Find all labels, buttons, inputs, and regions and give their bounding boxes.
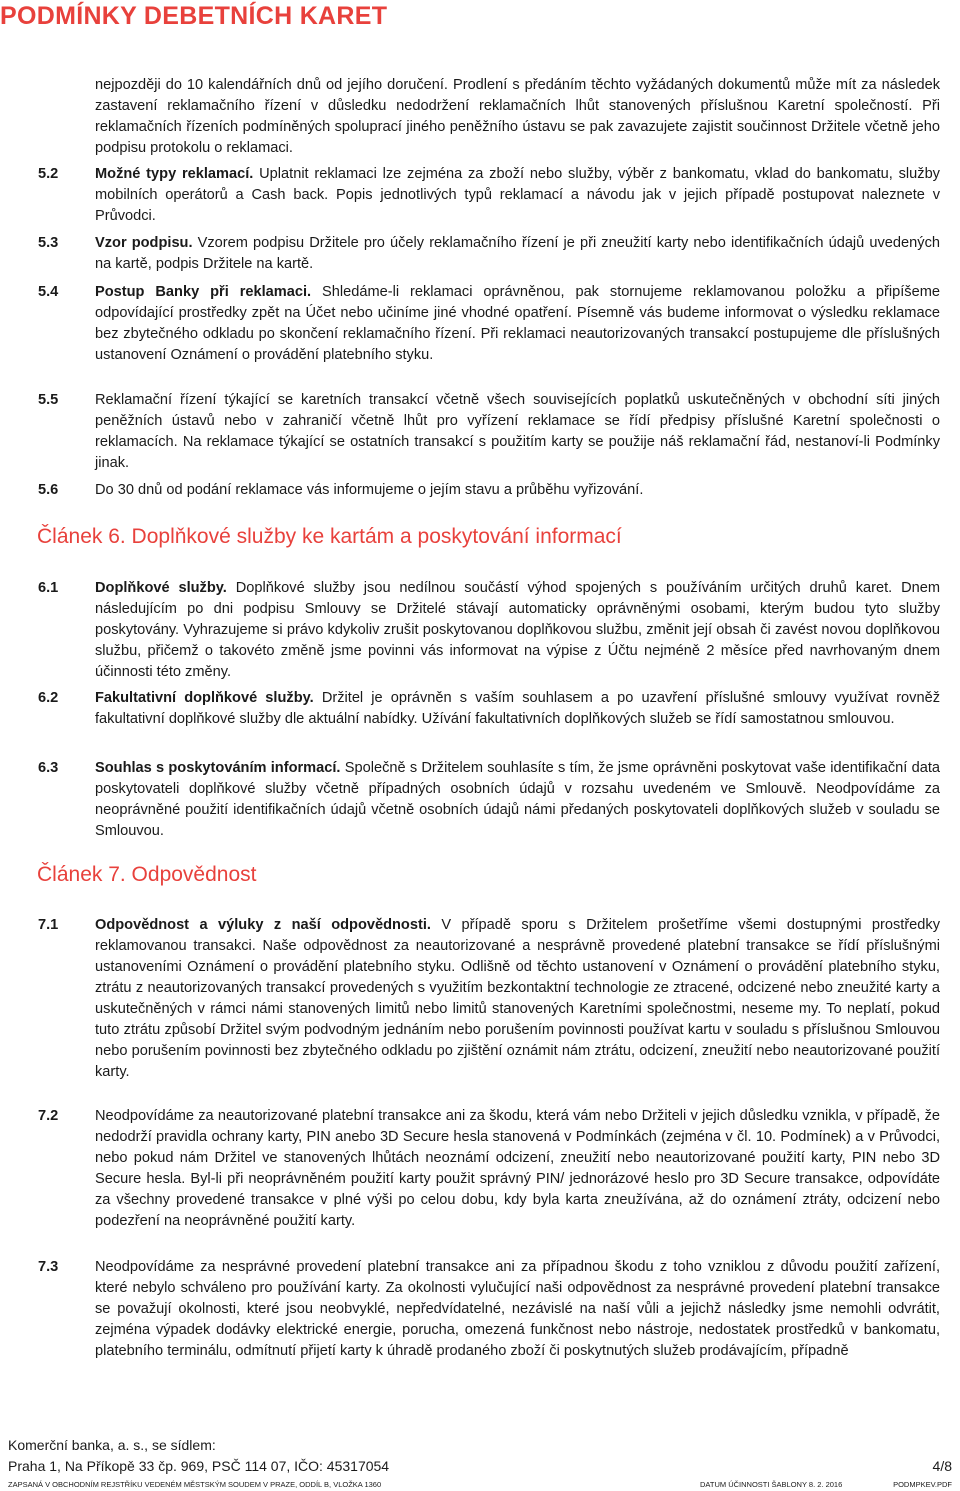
section-heading: Fakultativní doplňkové služby.: [95, 690, 314, 706]
footer-address: Praha 1, Na Příkopě 33 čp. 969, PSČ 114 07, IČO: 45317054: [8, 1458, 390, 1474]
section-number: 7.2: [38, 1108, 59, 1124]
section-text: Společně s Držitelem souhlasíte s tím, že jsme oprávněni poskytovat vaše identifikační data poskytovateli doplňkové služby včetně případných osobních údajů v rozsahu uvedeném ve Smlouvě. Neodpovídáme za neoprávněné použití identifikačních údajů včetně osobních údajů námi předaných poskytovateli doplňkových služeb v souladu se Smlouvou.: [95, 760, 940, 839]
section-number: 6.3: [38, 760, 59, 776]
section-text: Do 30 dnů od podání reklamace vás informujeme o jejím stavu a průběhu vyřizování.: [95, 482, 644, 498]
section-5-2: [95, 164, 940, 227]
section-5-4: [95, 282, 940, 366]
section-heading: Možné typy reklamací.: [95, 166, 254, 182]
page-number: 4/8: [932, 1458, 952, 1474]
article-6-heading: Článek 6. Doplňkové služby ke kartám a poskytování informací: [37, 525, 622, 548]
section-number: 7.3: [38, 1259, 59, 1275]
section-text: Uplatnit reklamaci lze zejména za zboží nebo služby, výběr z bankomatu, vklad do bankomatu, služby mobilních operátorů a Cash back. Popis jednotlivých typů reklamací a návodu jak v jejich případě postupovat naleznete v Průvodci.: [95, 166, 940, 224]
footer-company: Komerční banka, a. s., se sídlem:: [8, 1437, 216, 1453]
section-text: Shledáme-li reklamaci oprávněnou, pak stornujeme reklamovanou položku a připíšeme odpovídající prostředky zpět na Účet nebo učiníme jiné vhodné opatření. Písemně vás budeme informovat o výsledku reklamace bez zbytečného odkladu po skončení reklamačního řízení. Při reklamaci neautorizovaných transakcí postupujeme dle příslušných ustanovení Oznámení o provádění platebního styku.: [95, 284, 940, 363]
section-text: Neodpovídáme za neautorizované platební transakce ani za škodu, která vám nebo Držiteli v jejich důsledku vznikla, v případě, že nedodrží pravidla ochrany karty, PIN anebo 3D Secure hesla stanovená v Podmínkách (zejména v čl. 10. Podmínek) a v Průvodci, nebo pokud nám Držitel ve stanovených lhůtách neoznámí odcizení, zneužití nebo neautorizované použití karty, PIN nebo 3D Secure hesla. Byl-li při neoprávněném použití karty použit správný PIN/ jednorázové heslo pro 3D Secure transakce, odpovídáte za všechny provedené transakce v plné výši po celou dobu, kdy byla karta zneužívána, až do oznámení ztráty, odcizení nebo podezření na neoprávněné použití karty.: [95, 1108, 940, 1229]
document-title: PODMÍNKY DEBETNÍCH KARET: [0, 2, 388, 30]
section-text: Držitel je oprávněn s vaším souhlasem a po uzavření příslušné smlouvy využívat rovněž fakultativní doplňkové služby dle aktuální nabídky. Užívání fakultativních doplňkových služeb se řídí samostatnou smlouvou.: [95, 690, 941, 727]
section-number: 5.3: [38, 235, 59, 251]
section-heading: Souhlas s poskytováním informací.: [95, 760, 341, 776]
intro-paragraph: nejpozději do 10 kalendářních dnů od jejího doručení. Prodlení s předáním těchto vyžádaných dokumentů může mít za následek zastavení reklamačního řízení v důsledku nedodržení reklamačních lhůt stanovených příslušnou Karetní společností. Při reklamačních řízeních podmíněných spoluprací jiného peněžního ústavu se pak zavazujete zajistit součinnost Držitele včetně jeho podpisu protokolu o reklamaci.: [95, 77, 940, 156]
section-text: Doplňkové služby jsou nedílnou součástí výhod spojených s používáním určitých druhů karet. Dnem následujícím po dni podpisu Smlouvy se Držitelé stávají automaticky oprávněnými osobami, kterým budou tyto služby poskytovány. Vyhrazujeme si právo kdykoliv zrušit poskytovanou doplňkovou službu, změnit její obsah či zavést novou doplňkovou službu, přičemž o takovéto změně jsme povinni vás informovat na výpise z Účtu nejméně 2 měsíce před navrhovaným dnem účinnosti této změny.: [95, 580, 940, 680]
section-number: 6.2: [38, 690, 59, 706]
footer-registry: ZAPSANÁ V OBCHODNÍM REJSTŘÍKU VEDENÉM MĚSTSKÝM SOUDEM V PRAZE, ODDÍL B, VLOŽKA 1360: [8, 1480, 382, 1489]
section-heading: Vzor podpisu.: [95, 235, 193, 251]
section-text: Reklamační řízení týkající se karetních transakcí včetně všech souvisejících poplatků uskutečněných v obchodní síti jiných peněžních ústavů nebo v zahraničí včetně lhůt pro vyřízení reklamace se řídí předpisy příslušné Karetní společnosti o reklamacích. Na reklamace týkající se ostatních transakcí s použitím karty se použije náš reklamační řád, nestanoví-li Podmínky jinak.: [95, 392, 940, 471]
section-text: V případě sporu s Držitelem prošetříme všemi dostupnými prostředky reklamovanou transakci. Naše odpovědnost za neautorizované a nesprávně provedené platební transakce se řídí příslušnými ustanoveními Oznámení o provádění platebního styku. Odlišně od těchto ustanovení v Oznámení o provádění platebního styku, ztrátu z neautorizovaných transakcí provedených s využitím bezkontaktní technologie ze ztracené, odcizené nebo zneužité karty a uskutečněných v rámci námi stanovených limitů nebo limitů stanovených Karetními společnostmi, neseme my. To neplatí, pokud tuto ztrátu způsobí Držitel svým podvodným jednáním nebo porušením povinnosti používat kartu v souladu s příslušnou Smlouvou nebo porušením povinnosti bez zbytečného odkladu po zjištění oznámit nám ztrátu, odcizení, zneužití nebo neautorizované použití karty.: [95, 917, 941, 1080]
section-number: 5.2: [38, 166, 59, 182]
section-number: 5.4: [38, 284, 59, 300]
section-number: 5.5: [38, 392, 59, 408]
section-7-3: [95, 1257, 940, 1362]
section-7-2: [95, 1106, 940, 1232]
section-heading: Doplňkové služby.: [95, 580, 227, 596]
footer-code: PODMPKEV.PDF: [893, 1480, 952, 1489]
footer-validity: DATUM ÚČINNOSTI ŠABLONY 8. 2. 2016: [700, 1480, 843, 1489]
section-6-1: [95, 578, 940, 683]
section-heading: Postup Banky při reklamaci.: [95, 284, 312, 300]
section-number: 5.6: [38, 482, 59, 498]
section-5-3: [95, 233, 940, 275]
section-5-5: [95, 390, 940, 474]
section-number: 7.1: [38, 917, 59, 933]
section-heading: Odpovědnost a výluky z naší odpovědnosti.: [95, 917, 431, 933]
section-5-6: [95, 480, 940, 501]
article-7-heading: Článek 7. Odpovědnost: [37, 863, 257, 886]
section-text: Neodpovídáme za nesprávné provedení platební transakce ani za případnou škodu z toho vzniklou z důvodu použití zařízení, které nebylo schváleno pro používání karty. Za okolnosti vylučující naši odpovědnost za nesprávné provedení platební transakce se považují okolnosti, které jsou neobvyklé, nepředvídatelné, nezávislé na naší vůli a jejichž následky jsme nemohli odvrátit, zejména výpadek dodávky elektrické energie, porucha, omezená funkčnost nebo nástroje, nedostatek prostředků v bankomatu, platebního terminálu, odmítnutí přijetí karty k úhradě prodaného zboží či poskytnutých služeb prodávajícím, případně: [95, 1259, 940, 1359]
section-text: Vzorem podpisu Držitele pro účely reklamačního řízení je při zneužití karty nebo identifikačních údajů uvedených na kartě, podpis Držitele na kartě.: [95, 235, 940, 272]
section-6-3: [95, 758, 940, 842]
section-7-1: [95, 915, 940, 1083]
section-6-2: [95, 688, 940, 730]
section-number: 6.1: [38, 580, 59, 596]
